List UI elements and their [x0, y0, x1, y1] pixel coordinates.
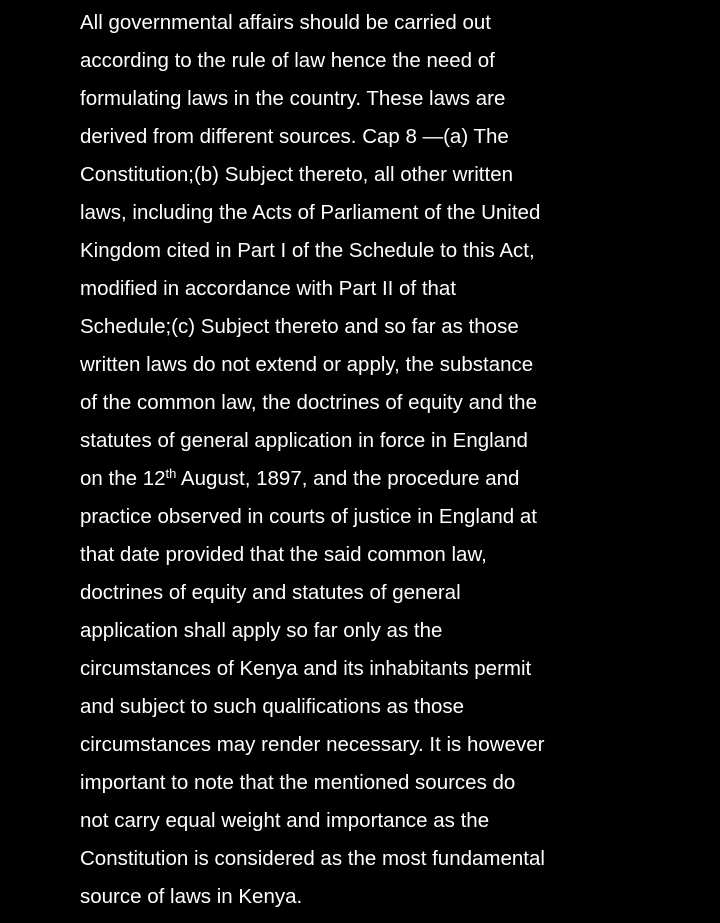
text-line: important to note that the mentioned sources do	[80, 771, 516, 794]
date-text-after: August, 1897, and the procedure and	[176, 467, 520, 490]
text-line: formulating laws in the country. These laws are	[80, 87, 506, 110]
text-line: and subject to such qualifications as those	[80, 695, 465, 718]
text-line: that date provided that the said common law,	[80, 543, 487, 566]
text-line: circumstances of Kenya and its inhabitants permit	[80, 657, 532, 680]
ordinal-superscript: th	[165, 466, 177, 481]
text-line: Kingdom cited in Part I of the Schedule to this Act,	[80, 239, 535, 262]
text-line: statutes of general application in force in England	[80, 429, 528, 452]
text-line: source of laws in Kenya.	[80, 885, 303, 908]
text-line: Constitution;(b) Subject thereto, all other written	[80, 163, 513, 186]
text-line: according to the rule of law hence the need of	[80, 49, 495, 72]
text-line: derived from different sources. Cap 8 —(a) The	[80, 125, 509, 148]
text-line: All governmental affairs should be carried out	[80, 11, 491, 34]
text-line: of the common law, the doctrines of equity and the	[80, 391, 537, 414]
text-line: application shall apply so far only as the	[80, 619, 443, 642]
text-line: doctrines of equity and statutes of general	[80, 581, 461, 604]
text-line: Schedule;(c) Subject thereto and so far as those	[80, 315, 519, 338]
text-line: written laws do not extend or apply, the substance	[80, 353, 534, 376]
text-line: modified in accordance with Part II of that	[80, 277, 457, 300]
text-line-with-superscript	[80, 460, 700, 498]
date-text-before: on the 12	[80, 467, 166, 490]
body-paragraph	[80, 4, 700, 916]
text-line: practice observed in courts of justice in England at	[80, 505, 537, 528]
text-line: circumstances may render necessary. It is however	[80, 733, 545, 756]
text-line: Constitution is considered as the most fundamental	[80, 847, 545, 870]
text-line: not carry equal weight and importance as the	[80, 809, 490, 832]
text-line: laws, including the Acts of Parliament of the United	[80, 201, 541, 224]
